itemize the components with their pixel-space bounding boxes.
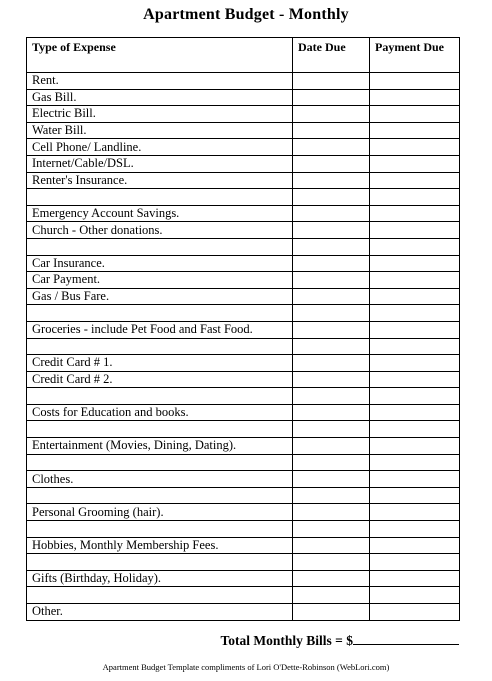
budget-table bbox=[26, 37, 460, 621]
date-due-cell[interactable] bbox=[293, 122, 370, 139]
expense-cell bbox=[27, 554, 293, 571]
table-row bbox=[27, 321, 460, 338]
table-row bbox=[27, 255, 460, 272]
table-row bbox=[27, 521, 460, 538]
table-row bbox=[27, 106, 460, 123]
expense-cell: Gifts (Birthday, Holiday). bbox=[27, 570, 293, 587]
payment-due-cell[interactable] bbox=[370, 288, 460, 305]
table-row bbox=[27, 371, 460, 388]
expense-cell bbox=[27, 189, 293, 206]
expense-cell bbox=[27, 587, 293, 604]
expense-cell bbox=[27, 338, 293, 355]
date-due-cell[interactable] bbox=[293, 305, 370, 322]
table-header-row bbox=[27, 38, 460, 73]
payment-due-cell[interactable] bbox=[370, 438, 460, 455]
payment-due-cell[interactable] bbox=[370, 487, 460, 504]
table-row bbox=[27, 222, 460, 239]
expense-cell: Gas Bill. bbox=[27, 89, 293, 106]
date-due-cell[interactable] bbox=[293, 554, 370, 571]
table-row bbox=[27, 421, 460, 438]
date-due-cell[interactable] bbox=[293, 521, 370, 538]
expense-cell: Internet/Cable/DSL. bbox=[27, 155, 293, 172]
date-due-cell[interactable] bbox=[293, 139, 370, 156]
payment-due-cell[interactable] bbox=[370, 388, 460, 405]
payment-due-cell[interactable] bbox=[370, 404, 460, 421]
payment-due-cell[interactable] bbox=[370, 321, 460, 338]
payment-due-cell[interactable] bbox=[370, 172, 460, 189]
payment-due-cell[interactable] bbox=[370, 454, 460, 471]
date-due-cell[interactable] bbox=[293, 355, 370, 372]
date-due-cell[interactable] bbox=[293, 421, 370, 438]
expense-cell bbox=[27, 521, 293, 538]
table-row bbox=[27, 139, 460, 156]
expense-cell: Other. bbox=[27, 604, 293, 621]
table-row bbox=[27, 89, 460, 106]
date-due-cell[interactable] bbox=[293, 570, 370, 587]
date-due-cell[interactable] bbox=[293, 205, 370, 222]
expense-cell: Cell Phone/ Landline. bbox=[27, 139, 293, 156]
column-header-date-due: Date Due bbox=[293, 38, 370, 73]
table-row bbox=[27, 155, 460, 172]
table-row bbox=[27, 338, 460, 355]
date-due-cell[interactable] bbox=[293, 487, 370, 504]
date-due-cell[interactable] bbox=[293, 587, 370, 604]
table-row bbox=[27, 172, 460, 189]
expense-cell bbox=[27, 421, 293, 438]
expense-cell: Hobbies, Monthly Membership Fees. bbox=[27, 537, 293, 554]
table-row bbox=[27, 388, 460, 405]
expense-cell: Water Bill. bbox=[27, 122, 293, 139]
budget-rows bbox=[27, 73, 460, 621]
expense-cell: Gas / Bus Fare. bbox=[27, 288, 293, 305]
date-due-cell[interactable] bbox=[293, 172, 370, 189]
payment-due-cell[interactable] bbox=[370, 155, 460, 172]
payment-due-cell[interactable] bbox=[370, 587, 460, 604]
expense-cell: Emergency Account Savings. bbox=[27, 205, 293, 222]
date-due-cell[interactable] bbox=[293, 604, 370, 621]
table-row bbox=[27, 554, 460, 571]
payment-due-cell[interactable] bbox=[370, 537, 460, 554]
table-row bbox=[27, 570, 460, 587]
payment-due-cell[interactable] bbox=[370, 89, 460, 106]
date-due-cell[interactable] bbox=[293, 106, 370, 123]
table-row bbox=[27, 537, 460, 554]
payment-due-cell[interactable] bbox=[370, 371, 460, 388]
payment-due-cell[interactable] bbox=[370, 521, 460, 538]
payment-due-cell[interactable] bbox=[370, 604, 460, 621]
table-row bbox=[27, 355, 460, 372]
payment-due-cell[interactable] bbox=[370, 421, 460, 438]
expense-cell: Costs for Education and books. bbox=[27, 404, 293, 421]
payment-due-cell[interactable] bbox=[370, 554, 460, 571]
table-row bbox=[27, 454, 460, 471]
expense-cell: Car Payment. bbox=[27, 272, 293, 289]
expense-cell bbox=[27, 238, 293, 255]
table-row bbox=[27, 604, 460, 621]
expense-cell: Groceries - include Pet Food and Fast Food. bbox=[27, 321, 293, 338]
date-due-cell[interactable] bbox=[293, 321, 370, 338]
date-due-cell[interactable] bbox=[293, 454, 370, 471]
payment-due-cell[interactable] bbox=[370, 238, 460, 255]
date-due-cell[interactable] bbox=[293, 388, 370, 405]
column-header-payment-due: Payment Due bbox=[370, 38, 460, 73]
payment-due-cell[interactable] bbox=[370, 222, 460, 239]
date-due-cell[interactable] bbox=[293, 338, 370, 355]
payment-due-cell[interactable] bbox=[370, 122, 460, 139]
payment-due-cell[interactable] bbox=[370, 471, 460, 488]
column-header-expense: Type of Expense bbox=[27, 38, 293, 73]
expense-cell: Renter's Insurance. bbox=[27, 172, 293, 189]
payment-due-cell[interactable] bbox=[370, 355, 460, 372]
date-due-cell[interactable] bbox=[293, 89, 370, 106]
table-row bbox=[27, 122, 460, 139]
table-row bbox=[27, 587, 460, 604]
date-due-cell[interactable] bbox=[293, 272, 370, 289]
footer-credit: Apartment Budget Template compliments of Lori O'Dette-Robinson (WebLori.com) bbox=[102, 662, 390, 672]
table-row bbox=[27, 272, 460, 289]
expense-cell: Church - Other donations. bbox=[27, 222, 293, 239]
expense-cell: Credit Card # 1. bbox=[27, 355, 293, 372]
payment-due-cell[interactable] bbox=[370, 504, 460, 521]
date-due-cell[interactable] bbox=[293, 504, 370, 521]
table-row bbox=[27, 305, 460, 322]
payment-due-cell[interactable] bbox=[370, 73, 460, 90]
table-row bbox=[27, 438, 460, 455]
expense-cell: Rent. bbox=[27, 73, 293, 90]
date-due-cell[interactable] bbox=[293, 404, 370, 421]
table-row bbox=[27, 288, 460, 305]
expense-cell: Car Insurance. bbox=[27, 255, 293, 272]
date-due-cell[interactable] bbox=[293, 438, 370, 455]
date-due-cell[interactable] bbox=[293, 288, 370, 305]
table-row bbox=[27, 238, 460, 255]
expense-cell bbox=[27, 388, 293, 405]
expense-cell: Clothes. bbox=[27, 471, 293, 488]
expense-cell bbox=[27, 305, 293, 322]
payment-due-cell[interactable] bbox=[370, 189, 460, 206]
date-due-cell[interactable] bbox=[293, 371, 370, 388]
expense-cell: Electric Bill. bbox=[27, 106, 293, 123]
date-due-cell[interactable] bbox=[293, 155, 370, 172]
table-row bbox=[27, 487, 460, 504]
date-due-cell[interactable] bbox=[293, 222, 370, 239]
date-due-cell[interactable] bbox=[293, 255, 370, 272]
table-row bbox=[27, 189, 460, 206]
payment-due-cell[interactable] bbox=[370, 255, 460, 272]
date-due-cell[interactable] bbox=[293, 238, 370, 255]
payment-due-cell[interactable] bbox=[370, 106, 460, 123]
expense-cell: Personal Grooming (hair). bbox=[27, 504, 293, 521]
table-row bbox=[27, 404, 460, 421]
date-due-cell[interactable] bbox=[293, 189, 370, 206]
total-monthly-bills bbox=[221, 632, 459, 649]
payment-due-cell[interactable] bbox=[370, 139, 460, 156]
page-title: Apartment Budget - Monthly bbox=[143, 6, 349, 23]
payment-due-cell[interactable] bbox=[370, 272, 460, 289]
payment-due-cell[interactable] bbox=[370, 305, 460, 322]
payment-due-cell[interactable] bbox=[370, 338, 460, 355]
payment-due-cell[interactable] bbox=[370, 570, 460, 587]
date-due-cell[interactable] bbox=[293, 537, 370, 554]
expense-cell bbox=[27, 487, 293, 504]
date-due-cell[interactable] bbox=[293, 471, 370, 488]
date-due-cell[interactable] bbox=[293, 73, 370, 90]
table-row bbox=[27, 73, 460, 90]
table-row bbox=[27, 471, 460, 488]
payment-due-cell[interactable] bbox=[370, 205, 460, 222]
expense-cell bbox=[27, 454, 293, 471]
total-label: Total Monthly Bills = $ bbox=[220, 633, 353, 648]
table-row bbox=[27, 504, 460, 521]
table-row bbox=[27, 205, 460, 222]
expense-cell: Entertainment (Movies, Dining, Dating). bbox=[27, 438, 293, 455]
total-blank-line[interactable] bbox=[353, 632, 459, 645]
expense-cell: Credit Card # 2. bbox=[27, 371, 293, 388]
